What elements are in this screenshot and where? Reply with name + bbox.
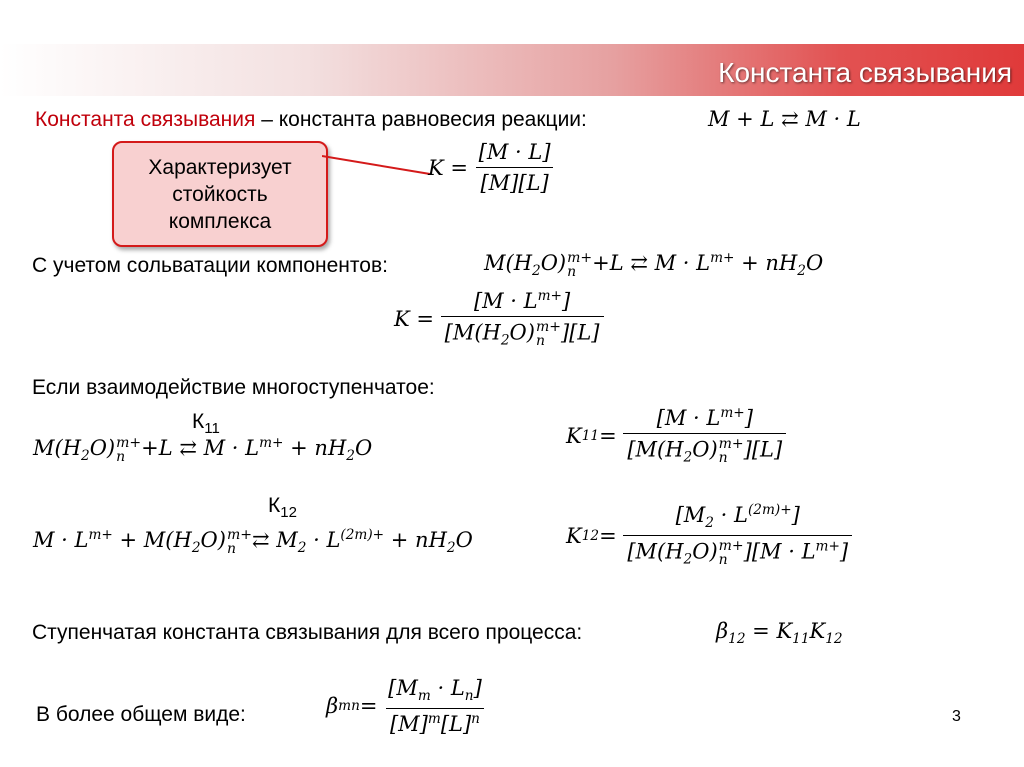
page-number: 3 [952, 708, 961, 725]
k12-arrow-label: $К_{12}$ [268, 494, 297, 522]
k-definition-numerator: [M · L] [478, 140, 551, 164]
k-definition-denominator: [M][L] [476, 167, 552, 195]
callout-line-3: комплекса [168, 209, 272, 233]
callout-line-1: Характеризует [148, 155, 292, 179]
intro-term: Константа связывания [35, 108, 256, 131]
stepwise-label: Ступенчатая константа связывания для всего процесса: [32, 621, 583, 644]
callout-pointer [322, 150, 434, 190]
k12-formula: K 12 = $[M_2 \cdot L^{(2m)+}]$ [$M(H_2O)$ m+ n ]$[M \cdot L^{m+}]$ [566, 503, 852, 568]
k11-arrow-label: $К_{11}$ [192, 410, 220, 438]
beta-mn-formula: β mn = $\frac{[M_m \cdot L_n]}{[M]^m[L]^n}$ [326, 676, 486, 736]
intro-line [35, 108, 587, 132]
k11-formula: K 11 = $[M \cdot L^{m+}]$ [$M(H_2O)$ m+ n ][L] [566, 406, 786, 467]
beta12-formula: $\beta_{12} = K_{11}K_{12}$ [716, 619, 843, 648]
k-solvation-formula: K = $[M \cdot L^{m+}]$ [$M(H_2O)$ m+ n ][L] [394, 289, 604, 350]
solvation-reaction: $M(H_2O)$ m+ n +L ⇄ $M \cdot L^{m+} + nH_2O$ [484, 249, 824, 280]
k-definition-lhs: K = [428, 155, 468, 180]
intro-definition: – константа равновесия реакции: [255, 108, 587, 131]
callout-box [112, 141, 328, 247]
k-definition-formula [428, 140, 555, 195]
intro-reaction: M + L ⇄ M · L [708, 107, 861, 131]
step1-reaction: $M(H_2O)$ m+ n +L ⇄ $M \cdot L^{m+} + nH_2O$ [33, 434, 373, 465]
general-label: В более общем виде: [36, 703, 246, 726]
step2-reaction: $M \cdot L^{m+} + M(H_2O)$ m+ n ⇄ $M_2 \cdot L^{(2m)+} + nH_2O$ [33, 526, 473, 557]
callout-line-2: стойкость [172, 182, 268, 206]
solvation-label: С учетом сольватации компонентов: [32, 254, 388, 277]
slide-title: Константа связывания [718, 57, 1012, 88]
multistep-label: Если взаимодействие многоступенчатое: [32, 376, 435, 399]
